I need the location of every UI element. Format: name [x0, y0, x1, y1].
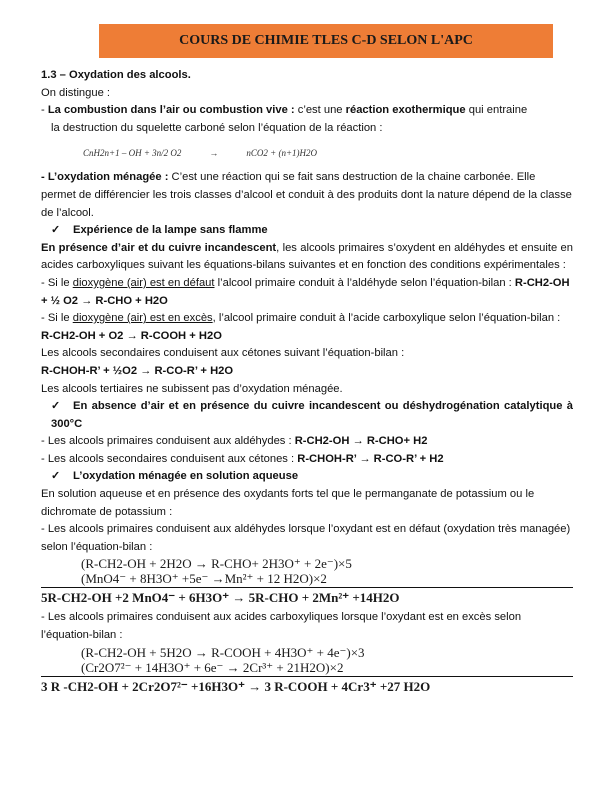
title-banner — [99, 24, 553, 58]
mn-half-equation-2: (MnO4⁻ + 8H3O⁺ +5e⁻ →Mn²⁺ + 12 H2O)×2 — [81, 571, 327, 587]
tertiary-text: Les alcools tertiaires ne subissent pas d’oxydation ménagée. — [41, 382, 343, 395]
check-icon: ✓ — [51, 400, 61, 413]
menagee-label: - L’oxydation ménagée : — [41, 171, 169, 184]
combustion-line2: la destruction du squelette carboné selon l’équation de la réaction : — [51, 121, 383, 134]
absence-heading: ✓ En absence d’air et en présence du cuivre incandescent ou déshydrogénation catalytique à 300°C — [51, 400, 573, 430]
acid-text: - Les alcools primaires conduisent aux acides carboxyliques lorsque l’oxydant est en excès selon l’équation-bilan : — [41, 611, 522, 642]
intro-text: On distingue : — [41, 86, 111, 99]
page-title: COURS DE CHIMIE TLES C-D SELON L'APC — [179, 33, 473, 48]
absence-primary-equation: R-CH2-OH → R-CHO+ H2 — [294, 435, 428, 448]
absence-primary: - Les alcools primaires conduisent aux aldéhydes : R-CH2-OH → R-CHO+ H2 — [41, 435, 428, 448]
exothermic-term: réaction exothermique — [345, 104, 466, 117]
combustion-label: La combustion dans l’air ou combustion vive : — [47, 104, 295, 117]
secondary-equation: R-CHOH-R’ + ½O2 → R-CO-R’ + H2O — [41, 364, 234, 377]
cr-overall-equation: 3 R -CH2-OH + 2Cr2O7²⁻ +16H3O⁺ → 3 R-COOH + 4Cr3⁺ +27 H2O — [41, 676, 573, 694]
menagee-paragraph: - L’oxydation ménagée : C’est une réaction qui se fait sans destruction de la chaine carbonée. Elle permet de différencier les trois classes d’alcool et conduit à des produits dont la nature dépend de la classe de l’alcool. — [41, 171, 572, 219]
section-heading: 1.3 – Oxydation des alcools. — [41, 69, 191, 81]
cr-half-equation-1: (R-CH2-OH + 5H2O → R-COOH + 4H3O⁺ + 4e⁻)×3 — [81, 644, 365, 660]
combustion-equation — [83, 139, 573, 167]
aqueous-heading: ✓ L’oxydation ménagée en solution aqueuse — [41, 468, 573, 486]
combustion-reactants: CnH2n+1 – OH + 3n/2 O2 — [83, 148, 182, 159]
cr-half-equation-2: (Cr2O7²⁻ + 14H3O⁺ + 6e⁻ → 2Cr³⁺ + 21H2O)×2 — [81, 659, 344, 675]
absence-secondary: - Les alcools secondaires conduisent aux cétones : R-CHOH-R’ → R-CO-R’ + H2 — [41, 452, 444, 465]
check-icon: ✓ — [51, 470, 61, 483]
lamp-exces: - Si le dioxygène (air) est en excès, l’alcool primaire conduit à l’acide carboxylique selon l’équation-bilan : R-CH2-OH + O2 → R-COOH + H2O — [41, 312, 561, 342]
lamp-heading: ✓ Expérience de la lampe sans flamme — [41, 222, 573, 240]
mn-overall-equation: 5R-CH2-OH +2 MnO4⁻ + 6H3O⁺ → 5R-CHO + 2Mn²⁺ +14H2O — [41, 587, 573, 605]
secondary-text: Les alcools secondaires conduisent aux cétones suivant l’équation-bilan : — [41, 347, 405, 360]
exces-equation: R-CH2-OH + O2 → R-COOH + H2O — [41, 329, 222, 342]
combustion-paragraph: - La combustion dans l’air ou combustion vive : c’est une réaction exothermique qui entraine — [41, 104, 528, 117]
aqueous-intro: En solution aqueuse et en présence des oxydants forts tel que le permanganate de potassium ou le dichromate de potassium : — [41, 488, 535, 518]
combustion-products: nCO2 + (n+1)H2O — [246, 148, 318, 159]
document-body — [41, 67, 573, 694]
aldehyde-text: - Les alcools primaires conduisent aux aldéhydes lorsque l’oxydant est en défaut (oxydation très managée) selon l’équation-bilan : — [41, 523, 571, 553]
defaut-equation: R-CH2-OH + ½ O2 → R-CHO + H2O — [41, 276, 570, 307]
lamp-defaut: - Si le dioxygène (air) est en défaut l’alcool primaire conduit à l’aldéhyde selon l’équation-bilan : R-CH2-OH + ½ O2 → R-CHO + H2O — [41, 276, 570, 307]
combustion-arrow: → — [209, 148, 219, 159]
absence-secondary-equation: R-CHOH-R’ → R-CO-R’ + H2 — [297, 452, 444, 465]
mn-half-equation-1: (R-CH2-OH + 2H2O → R-CHO+ 2H3O⁺ + 2e⁻)×5 — [81, 556, 352, 572]
lamp-intro: En présence d’air et du cuivre incandescent, les alcools primaires s’oxydent en aldéhydes et ensuite en acides carboxyliques suivant les équations-bilans suivantes et en fonction des conditions expérimentales : — [41, 241, 573, 272]
check-icon: ✓ — [51, 224, 61, 237]
